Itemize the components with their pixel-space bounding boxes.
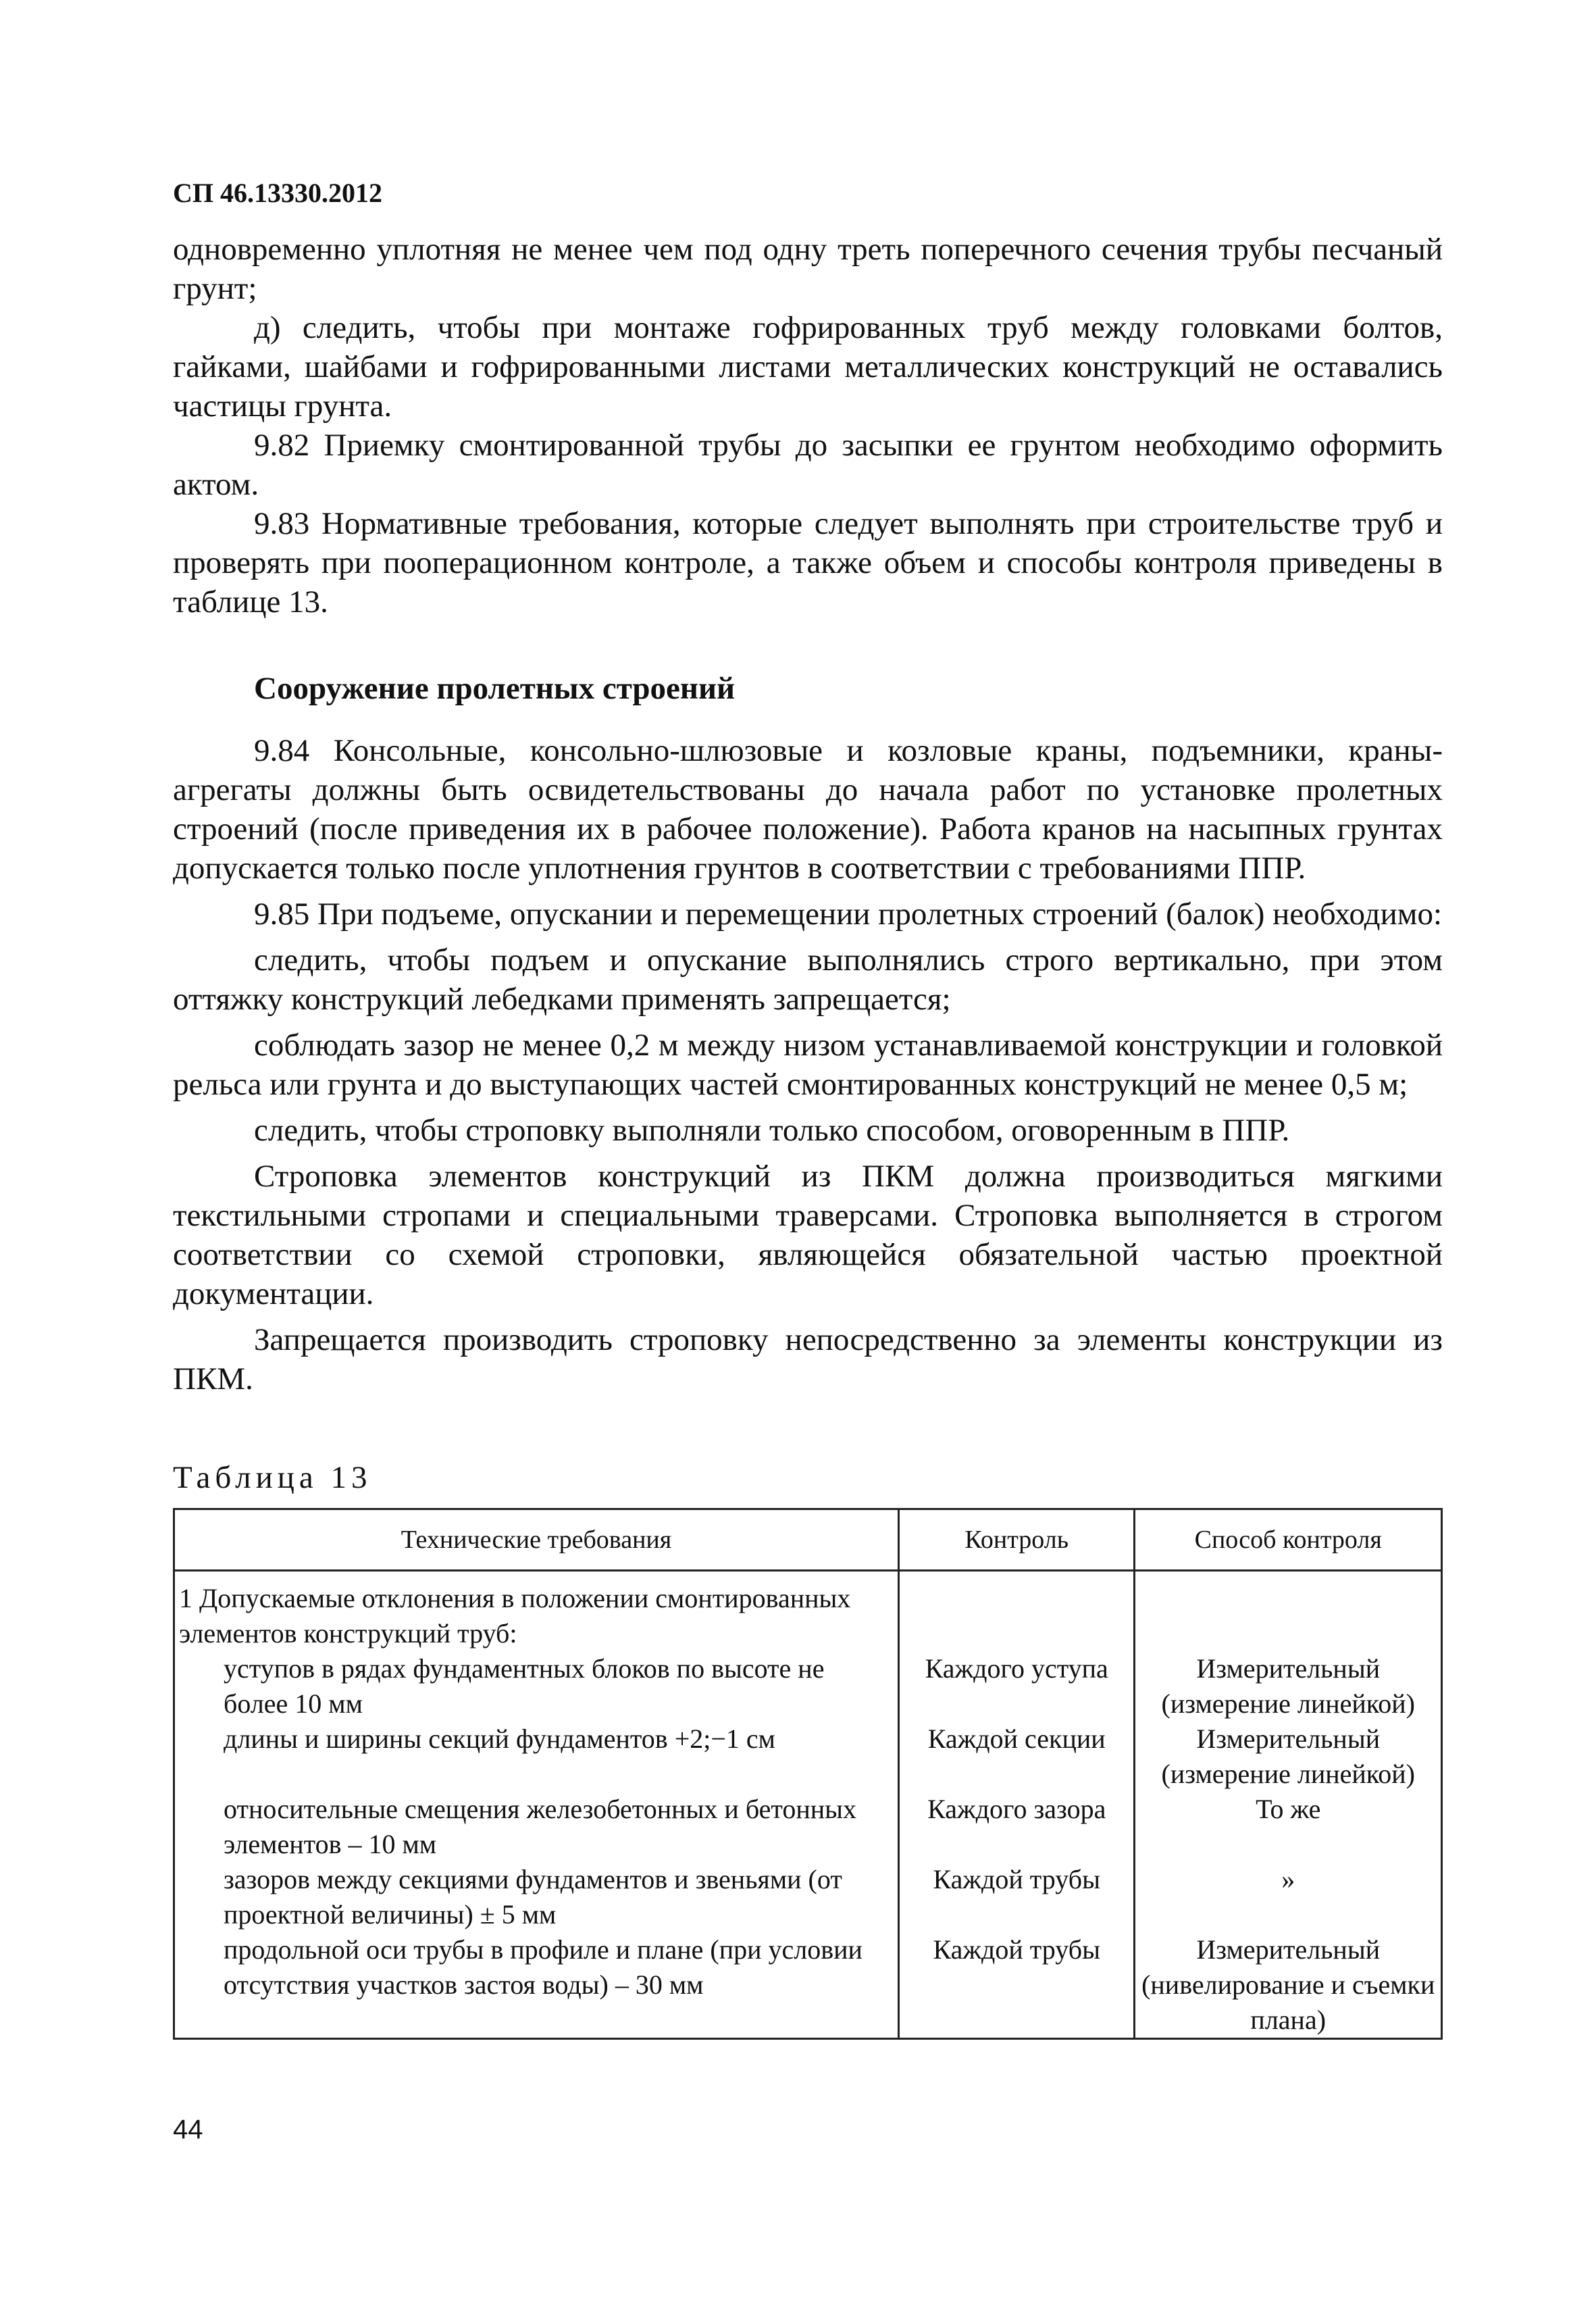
group-title: 1 Допускаемые отклонения в положении смонтированных элементов конструкций труб: [174, 1571, 899, 1652]
method-text: Измерительный (измерение линейкой) [1135, 1651, 1442, 1721]
requirement-text: продольной оси трубы в профиле и плане (при условии отсутствия участков застоя воды) – 30 мм [224, 1934, 863, 2000]
requirements-table [173, 1508, 1443, 2040]
paragraph: следить, чтобы подъем и опускание выполнялись строго вертикально, при этом оттяжку конструкций лебедками применять запрещается; [173, 942, 1443, 1017]
paragraph: одновременно уплотняя не менее чем под одну треть поперечного сечения трубы песчаный грунт; [173, 232, 1443, 306]
control-text: Каждой трубы [899, 1932, 1135, 2039]
table-row [174, 1651, 1442, 1721]
section-heading: Сооружение пролетных строений [254, 671, 736, 706]
method-text: Измерительный (измерение линейкой) [1135, 1721, 1442, 1792]
paragraph: 9.84 Консольные, консольно-шлюзовые и козловые краны, подъемники, краны-агрегаты должны быть освидетельствованы до начала работ по установке пролетных строений (после приведения их в рабочее положение). Работа кранов на насыпных грунтах допускается только после уплотнения грунтов в соответствии с требованиями ППР. [173, 733, 1443, 886]
header-requirements: Технические требования [174, 1509, 899, 1571]
method-text: Измерительный (нивелирование и съемки плана) [1135, 1932, 1442, 2039]
control-text: Каждой трубы [899, 1862, 1135, 1932]
table-row [174, 1932, 1442, 2039]
method-text: То же [1135, 1792, 1442, 1862]
requirement-text: относительные смещения железобетонных и бетонных элементов – 10 мм [224, 1794, 857, 1859]
paragraph: д) следить, чтобы при монтаже гофрированных труб между головками болтов, гайками, шайбами и гофрированными листами металлических конструкций не оставались частицы грунта. [173, 310, 1443, 424]
table-row [174, 1571, 1442, 1652]
paragraph: 9.83 Нормативные требования, которые следует выполнять при строительстве труб и проверять при пооперационном контроле, а также объем и способы контроля приведены в таблице 13. [173, 506, 1443, 620]
page-number: 44 [173, 2115, 203, 2144]
method-text: » [1135, 1862, 1442, 1932]
control-text: Каждого уступа [899, 1651, 1135, 1721]
control-text: Каждого зазора [899, 1792, 1135, 1862]
header-method: Способ контроля [1135, 1509, 1442, 1571]
paragraph: Запрещается производить строповку непосредственно за элементы конструкции из ПКМ. [173, 1322, 1443, 1397]
paragraph: следить, чтобы строповку выполняли только способом, оговоренным в ППР. [254, 1113, 1290, 1148]
header-control: Контроль [899, 1509, 1135, 1571]
requirement-text: зазоров между секциями фундаментов и звеньями (от проектной величины) ± 5 мм [224, 1864, 842, 1930]
paragraph: Строповка элементов конструкций из ПКМ должна производиться мягкими текстильными стропами и специальными траверсами. Строповка выполняется в строгом соответствии со схемой строповки, являющейся обязательной частью проектной документации. [173, 1159, 1443, 1311]
table-row [174, 1721, 1442, 1792]
control-text: Каждой секции [899, 1721, 1135, 1792]
requirement-text: длины и ширины секций фундаментов +2;−1 см [224, 1724, 775, 1754]
table-row [174, 1792, 1442, 1862]
table-row [174, 1862, 1442, 1932]
document-code: СП 46.13330.2012 [173, 178, 382, 208]
table-header-row [174, 1509, 1442, 1571]
requirement-text: уступов в рядах фундаментных блоков по высоте не более 10 мм [224, 1653, 825, 1719]
body-text [173, 230, 1443, 1399]
paragraph: соблюдать зазор не менее 0,2 м между низом устанавливаемой конструкции и головкой рельса или грунта и до выступающих частей смонтированных конструкций не менее 0,5 м; [173, 1028, 1443, 1102]
table-caption: Таблица 13 [173, 1460, 372, 1495]
paragraph: 9.82 Приемку смонтированной трубы до засыпки ее грунтом необходимо оформить актом. [173, 428, 1443, 502]
paragraph: 9.85 При подъеме, опускании и перемещении пролетных строений (балок) необходимо: [254, 897, 1443, 932]
